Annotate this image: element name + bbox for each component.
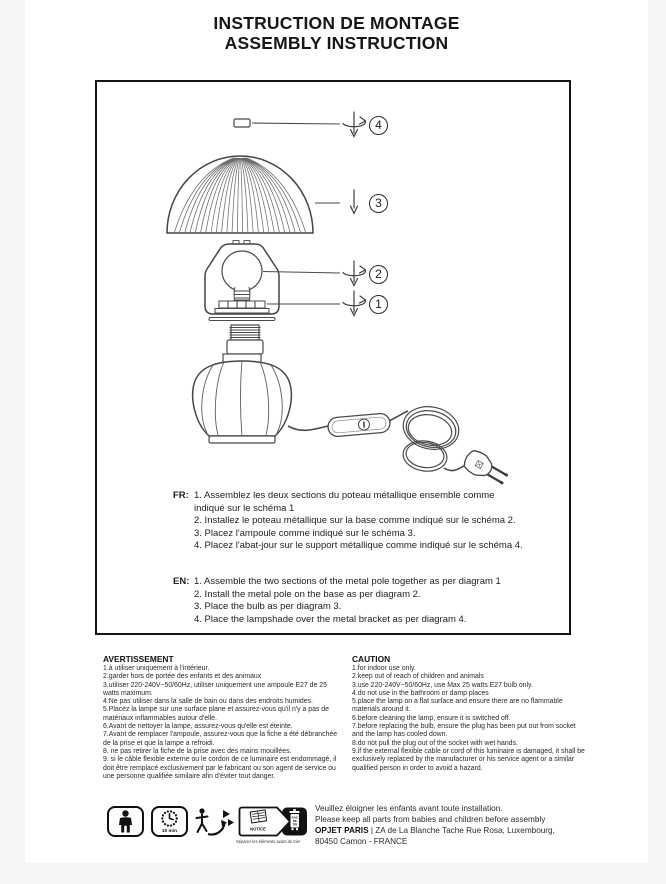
rotate-icon-step1 <box>343 291 366 316</box>
warnings-fr-heading: AVERTISSEMENT <box>103 654 174 664</box>
footer-note-en: Please keep all parts from babies and children before assembly <box>315 815 546 824</box>
step-2-badge: 2 <box>369 265 388 284</box>
metal-pole <box>223 325 263 363</box>
instructions-fr <box>173 490 525 553</box>
warning-en-item: 3.use 220-240V~50/60Hz, use Max 25 watts E27 bulb only. <box>352 681 533 689</box>
warning-en-item: 2.keep out of reach of children and animals <box>352 673 484 681</box>
warnings-fr <box>103 654 343 781</box>
step-3-badge: 3 <box>369 194 388 213</box>
sorting-caption: Séparez les éléments avant de trier <box>236 839 301 844</box>
en-step-3: 3. Place the bulb as per diagram 3. <box>194 601 342 613</box>
svg-text:NOTICE: NOTICE <box>250 826 266 832</box>
warning-en-item: 5.place the lamp on a flat surface and ensure there are no flammable materials around it. <box>352 698 563 714</box>
finial-part <box>234 119 340 127</box>
warning-en-item: 1.for indoor use only. <box>352 665 416 672</box>
notice-bin-icon <box>238 806 308 837</box>
assembly-diagram <box>97 82 569 633</box>
warning-en-item: 9.if the external flexible cable or cord of this luminaire is damaged, it shall be exclusively replaced by the manufacturer or his service agent or a similar qualified person in order to avoid a hazard. <box>352 747 585 772</box>
warning-en-item: 8.do not pull the plug out of the socket with wet hands. <box>352 739 518 747</box>
one-person-assembly-pictogram <box>107 806 144 837</box>
rotate-icon-step2 <box>343 261 366 286</box>
lamp-base-vase <box>193 361 292 443</box>
instructions-en <box>173 576 525 626</box>
fr-step-3: 3. Placez l'ampoule comme indiqué sur le schéma 3. <box>194 527 416 539</box>
fr-step-2: 2. Installez le poteau métallique sur la base comme indiqué sur le schéma 2. <box>194 515 516 527</box>
svg-text:DE: DE <box>292 819 297 823</box>
assembly-diagram-box <box>95 80 571 635</box>
warnings-en <box>352 654 586 773</box>
warning-fr-item: 7.Avant de remplacer l'ampoule, assurez-vous que la fiche a été débranchée de la prise et que la lampe a refroidi. <box>103 731 338 747</box>
en-language-label: EN: <box>173 576 190 587</box>
en-step-2: 2. Install the metal pole on the base as per diagram 2. <box>194 588 421 600</box>
warning-fr-item: 2.garder hors de portée des enfants et des animaux <box>103 673 262 681</box>
triman-recycling-pictogram <box>193 807 235 837</box>
fr-step-4: 4. Placez l'abat-jour sur le support métallique comme indiqué sur le schéma 4. <box>194 540 523 552</box>
step-4-badge: 4 <box>369 116 388 135</box>
page-title <box>25 13 648 53</box>
warning-fr-item: 8. ne pas retirer la fiche de la prise avec des mains mouillées. <box>103 747 292 755</box>
brand-address: | ZA de La Blanche Tache Rue Rosa, Luxembourg, <box>370 826 555 835</box>
footer-address-line1 <box>315 825 595 836</box>
fr-language-label: FR: <box>173 490 189 501</box>
rotate-icon-step4 <box>343 112 366 137</box>
svg-text:TRI: TRI <box>292 822 298 827</box>
warning-en-item: 4.do not use in the bathroom or damp places <box>352 689 489 697</box>
step-1-badge: 1 <box>369 295 388 314</box>
warning-fr-item: 1.à utiliser uniquement à l'intérieur. <box>103 665 210 672</box>
svg-text:10 min: 10 min <box>161 829 178 834</box>
lamp-socket <box>215 301 269 313</box>
down-arrow-icon-step3 <box>351 190 358 214</box>
assembly-time-pictogram <box>151 806 188 837</box>
clock-icon <box>153 808 186 835</box>
notice-booklet-glyph <box>250 810 266 823</box>
en-step-4: 4. Place the lampshade over the metal bracket as per diagram 4. <box>194 613 467 625</box>
title-en: ASSEMBLY INSTRUCTION <box>224 33 449 53</box>
coiled-cord <box>399 402 466 474</box>
triman-icon <box>193 807 235 837</box>
warning-fr-item: 5.Placez la lampe sur une surface plane et assurez-vous qu'il n'y a pas de matériaux inflammables autour d'elle. <box>103 706 329 722</box>
brand-name: OPJET PARIS <box>315 826 369 835</box>
sorting-bin-glyph <box>290 809 300 830</box>
warning-fr-item: 9. si le câble flexible externe ou le cordon de ce luminaire est endommagé, il doit être remplacé exclusivement par le fabricant ou son agent de service ou une personne qualifiée similaire afin d'éviter tout danger. <box>103 756 337 780</box>
notice-sorting-pictogram <box>238 806 308 837</box>
warning-fr-item: 4.Ne pas utiliser dans la salle de bain ou dans des endroits humides. <box>103 698 313 706</box>
footer-address-line2: 80450 Camon - FRANCE <box>315 837 408 846</box>
fr-step-1: 1. Assemblez les deux sections du poteau métallique ensemble comme indiqué sur le schéma 1 <box>194 490 495 514</box>
inline-switch <box>327 413 390 437</box>
svg-text:BAC: BAC <box>291 815 299 820</box>
document-page <box>25 0 648 863</box>
warning-en-item: 7.before replacing the bulb, ensure the plug has been put out from socket and the lamp has cooled down. <box>352 723 576 739</box>
footer-note-fr: Veuillez éloigner les enfants avant toute installation. <box>315 804 503 813</box>
person-icon <box>109 808 142 835</box>
warnings-en-heading: CAUTION <box>352 654 391 664</box>
power-plug <box>461 448 511 490</box>
lampshade-dome <box>167 156 340 233</box>
title-fr: INSTRUCTION DE MONTAGE <box>213 13 460 33</box>
warning-fr-item: 6.Avant de nettoyer la lampe, assurez-vous qu'elle est éteinte. <box>103 723 293 731</box>
warning-fr-item: 3.utiliser 220-240V~50/60Hz, utiliser uniquement une ampoule E27 de 25 watts maximum. <box>103 681 327 697</box>
footer-text <box>315 803 595 847</box>
warning-en-item: 6.before cleaning the lamp, ensure it is switched off. <box>352 714 511 722</box>
en-step-1: 1. Assemble the two sections of the metal pole together as per diagram 1 <box>194 576 501 587</box>
